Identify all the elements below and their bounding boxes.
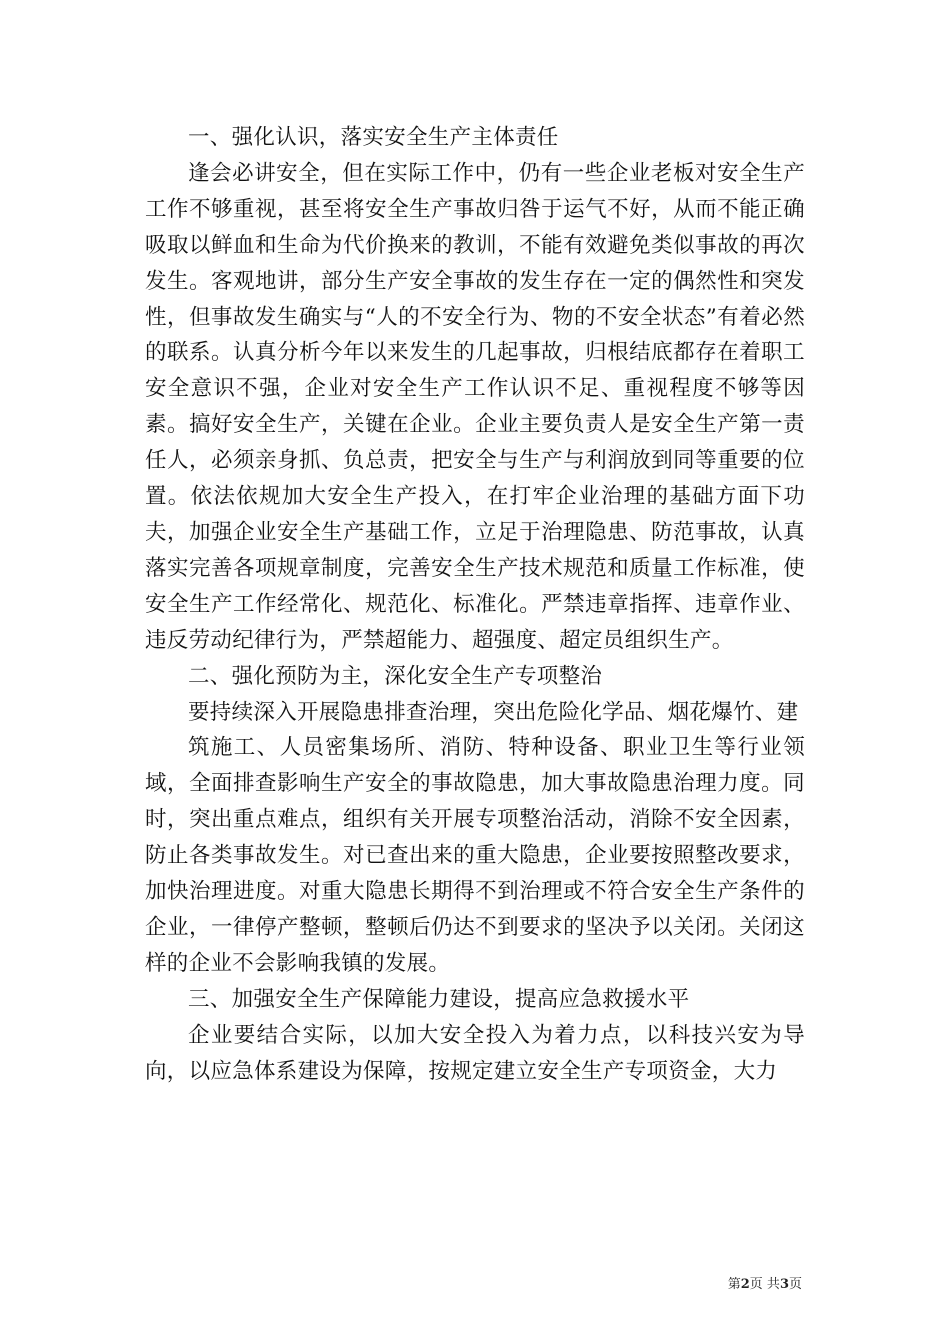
total-page-number: 3 [779,1277,789,1292]
footer-prefix: 第 [727,1277,741,1292]
body-paragraph: 筑施工、人员密集场所、消防、特种设备、职业卫生等行业领域，全面排查影响生产安全的事故隐患，加大事故隐患治理力度。同时，突出重点难点，组织有关开展专项整治活动，消除不安全因素，防止各类事故发生。对已查出来的重大隐患，企业要按照整改要求，加快治理进度。对重大隐患长期得不到治理或不符合安全生产条件的企业，一律停产整顿，整顿后仍达不到要求的坚决予以关闭。关闭这样的企业不会影响我镇的发展。 [145,735,805,976]
body-paragraph: 要持续深入开展隐患排查治理，突出危险化学品、烟花爆竹、建 [188,699,799,725]
current-page-number: 2 [740,1277,750,1292]
section-heading-3: 三、加强安全生产保障能力建设，提高应急救援水平 [188,986,690,1012]
body-paragraph: 企业要结合实际，以加大安全投入为着力点，以科技兴安为导向，以应急体系建设为保障，按规定建立安全生产专项资金，大力 [145,1022,805,1084]
footer-suffix: 页 [788,1277,802,1292]
section-heading-2: 二、强化预防为主，深化安全生产专项整治 [188,663,603,689]
body-paragraph: 逢会必讲安全，但在实际工作中，仍有一些企业老板对安全生产工作不够重视，甚至将安全生产事故归咎于运气不好，从而不能正确吸取以鲜血和生命为代价换来的教训，不能有效避免类似事故的再次发生。客观地讲，部分生产安全事故的发生存在一定的偶然性和突发性，但事故发生确实与“人的不安全行为、物的不安全状态”有着必然的联系。认真分析今年以来发生的几起事故，归根结底都存在着职工安全意识不强，企业对安全生产工作认识不足、重视程度不够等因素。搞好安全生产，关键在企业。企业主要负责人是安全生产第一责任人，必须亲身抓、负总责，把安全与生产与利润放到同等重要的位置。依法依规加大安全生产投入，在打牢企业治理的基础方面下功夫，加强企业安全生产基础工作，立足于治理隐患、防范事故，认真落实完善各项规章制度，完善安全生产技术规范和质量工作标准，使安全生产工作经常化、规范化、标准化。严禁违章指挥、违章作业、违反劳动纪律行为，严禁超能力、超强度、超定员组织生产。 [145,160,805,653]
page-number-footer [728,1276,802,1294]
document-body [145,120,805,1089]
section-heading-1: 一、强化认识，落实安全生产主体责任 [188,125,559,150]
footer-middle: 页 共 [749,1277,780,1292]
